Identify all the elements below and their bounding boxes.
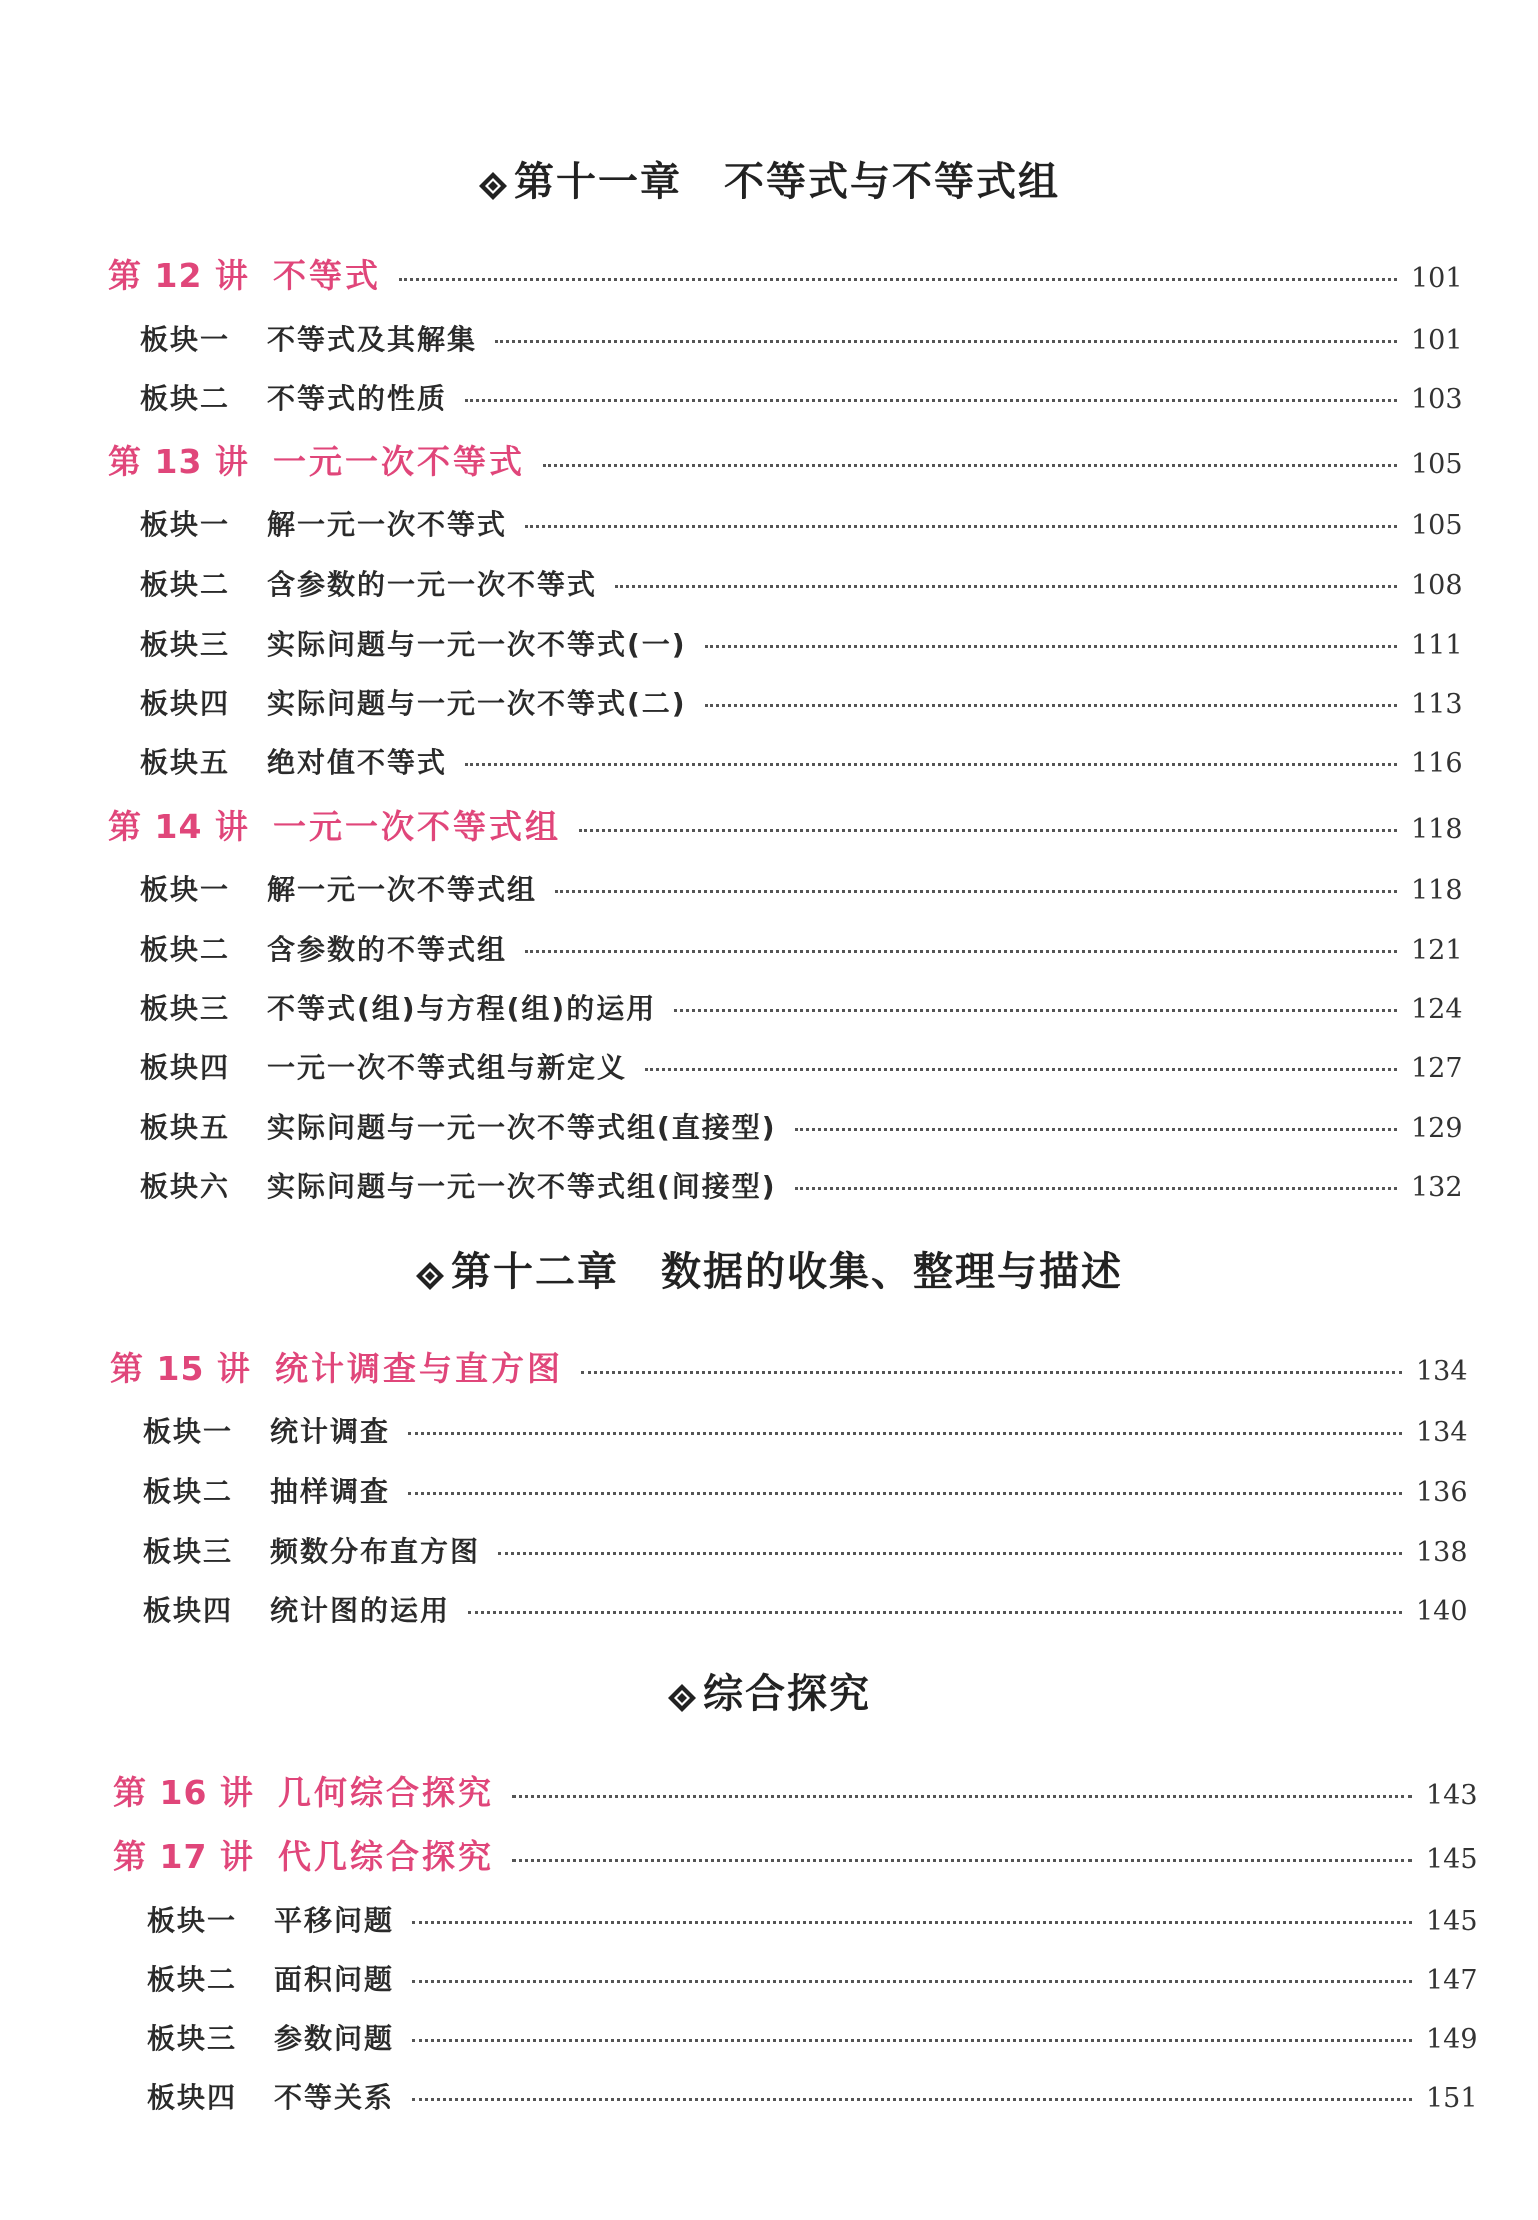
dot-leader xyxy=(498,1552,1402,1555)
section-title: 抽样调查 xyxy=(270,1475,391,1508)
section-title: 统计图的运用 xyxy=(270,1594,451,1627)
page-number: 145 xyxy=(1426,1844,1478,1875)
dot-leader xyxy=(581,1371,1402,1374)
page-number: 129 xyxy=(1411,1113,1463,1144)
toc-lecture[interactable] xyxy=(108,250,1463,297)
page-number: 105 xyxy=(1411,449,1463,480)
lecture-label: 第 17 讲 xyxy=(113,1837,254,1876)
toc-section[interactable] xyxy=(143,1589,1468,1629)
dot-leader xyxy=(399,278,1397,281)
dot-leader xyxy=(408,1432,1402,1435)
section-label: 板块四 xyxy=(147,2081,238,2114)
dot-leader xyxy=(615,585,1397,588)
chapter-title: 第十一章 不等式与不等式组 xyxy=(514,159,1060,205)
page-number: 127 xyxy=(1411,1053,1463,1084)
section-label: 板块四 xyxy=(143,1594,234,1627)
dot-leader xyxy=(412,1980,1412,1983)
dot-leader xyxy=(412,2039,1412,2042)
page-number: 140 xyxy=(1416,1596,1468,1627)
section-label: 板块一 xyxy=(140,873,231,906)
dot-leader xyxy=(465,399,1397,402)
section-title: 一元一次不等式组与新定义 xyxy=(267,1051,628,1084)
section-label: 板块四 xyxy=(140,1051,231,1084)
page-number: 138 xyxy=(1416,1537,1468,1568)
chapter-title: 综合探究 xyxy=(703,1671,871,1717)
section-title: 实际问题与一元一次不等式组(直接型) xyxy=(267,1111,777,1144)
toc-section[interactable] xyxy=(143,1410,1468,1450)
dot-leader xyxy=(408,1492,1402,1495)
section-label: 板块三 xyxy=(147,2022,238,2055)
page-number: 147 xyxy=(1426,1965,1478,1996)
toc-section[interactable] xyxy=(140,928,1463,968)
section-title: 平移问题 xyxy=(274,1904,395,1937)
toc-lecture[interactable] xyxy=(108,436,1463,483)
chapter-heading xyxy=(0,150,1538,207)
page-number: 113 xyxy=(1411,689,1463,720)
section-label: 板块五 xyxy=(140,1111,231,1144)
section-title: 面积问题 xyxy=(274,1963,395,1996)
section-label: 板块二 xyxy=(147,1963,238,1996)
dot-leader xyxy=(705,645,1397,648)
section-title: 频数分布直方图 xyxy=(270,1535,481,1568)
chapter-title: 第十二章 数据的收集、整理与描述 xyxy=(451,1249,1123,1295)
toc-section[interactable] xyxy=(140,318,1463,358)
dot-leader xyxy=(543,464,1397,467)
lecture-label: 第 13 讲 xyxy=(108,442,249,481)
dot-leader xyxy=(468,1611,1402,1614)
toc-section[interactable] xyxy=(140,1046,1463,1086)
section-label: 板块二 xyxy=(140,382,231,415)
section-label: 板块二 xyxy=(140,568,231,601)
section-label: 板块四 xyxy=(140,687,231,720)
section-title: 实际问题与一元一次不等式(二) xyxy=(267,687,687,720)
toc-lecture[interactable] xyxy=(113,1767,1478,1814)
toc-section[interactable] xyxy=(140,503,1463,543)
toc-section[interactable] xyxy=(147,2076,1478,2116)
section-label: 板块一 xyxy=(140,508,231,541)
section-title: 解一元一次不等式 xyxy=(267,508,508,541)
page-number: 101 xyxy=(1411,325,1463,356)
page-number: 121 xyxy=(1411,935,1463,966)
section-label: 板块二 xyxy=(140,933,231,966)
lecture-title: 几何综合探究 xyxy=(278,1773,494,1812)
lecture-title: 代几综合探究 xyxy=(278,1837,494,1876)
dot-leader xyxy=(465,763,1397,766)
section-label: 板块一 xyxy=(147,1904,238,1937)
dot-leader xyxy=(705,704,1397,707)
toc-section[interactable] xyxy=(143,1530,1468,1570)
toc-section[interactable] xyxy=(140,377,1463,417)
page-number: 111 xyxy=(1411,630,1463,661)
section-title: 含参数的不等式组 xyxy=(267,933,508,966)
page-number: 118 xyxy=(1411,875,1463,906)
lecture-title: 一元一次不等式组 xyxy=(273,807,561,846)
lecture-title: 一元一次不等式 xyxy=(273,442,525,481)
lecture-title: 统计调查与直方图 xyxy=(275,1349,563,1388)
toc-section[interactable] xyxy=(140,682,1463,722)
toc-section[interactable] xyxy=(140,563,1463,603)
section-label: 板块一 xyxy=(143,1415,234,1448)
toc-section[interactable] xyxy=(147,2017,1478,2057)
section-label: 板块三 xyxy=(143,1535,234,1568)
page-number: 124 xyxy=(1411,994,1463,1025)
dot-leader xyxy=(512,1859,1412,1862)
page-number: 136 xyxy=(1416,1477,1468,1508)
toc-lecture[interactable] xyxy=(110,1343,1468,1390)
toc-section[interactable] xyxy=(140,741,1463,781)
toc-lecture[interactable] xyxy=(113,1831,1478,1878)
section-title: 参数问题 xyxy=(274,2022,395,2055)
diamond-icon xyxy=(415,1255,445,1285)
page-number: 105 xyxy=(1411,510,1463,541)
page-number: 116 xyxy=(1411,748,1463,779)
page-number: 108 xyxy=(1411,570,1463,601)
dot-leader xyxy=(525,950,1397,953)
diamond-icon xyxy=(667,1677,697,1707)
page-number: 134 xyxy=(1416,1417,1468,1448)
section-label: 板块三 xyxy=(140,992,231,1025)
lecture-title: 不等式 xyxy=(273,256,381,295)
section-title: 统计调查 xyxy=(270,1415,391,1448)
chapter-heading xyxy=(0,1662,1538,1719)
diamond-icon xyxy=(478,165,508,195)
section-label: 板块二 xyxy=(143,1475,234,1508)
section-label: 板块六 xyxy=(140,1170,231,1203)
dot-leader xyxy=(412,2098,1412,2101)
dot-leader xyxy=(674,1009,1397,1012)
dot-leader xyxy=(795,1187,1397,1190)
section-title: 含参数的一元一次不等式 xyxy=(267,568,598,601)
dot-leader xyxy=(555,890,1397,893)
lecture-label: 第 12 讲 xyxy=(108,256,249,295)
page-number: 118 xyxy=(1411,814,1463,845)
toc-section[interactable] xyxy=(147,1958,1478,1998)
section-label: 板块三 xyxy=(140,628,231,661)
dot-leader xyxy=(412,1921,1412,1924)
dot-leader xyxy=(512,1795,1412,1798)
section-label: 板块五 xyxy=(140,746,231,779)
section-title: 不等式的性质 xyxy=(267,382,448,415)
lecture-label: 第 15 讲 xyxy=(110,1349,251,1388)
dot-leader xyxy=(495,340,1397,343)
page-number: 151 xyxy=(1426,2083,1478,2114)
page-number: 101 xyxy=(1411,263,1463,294)
section-title: 实际问题与一元一次不等式组(间接型) xyxy=(267,1170,777,1203)
toc-section[interactable] xyxy=(140,1165,1463,1205)
section-title: 不等式及其解集 xyxy=(267,323,478,356)
section-title: 不等式(组)与方程(组)的运用 xyxy=(267,992,657,1025)
section-title: 绝对值不等式 xyxy=(267,746,448,779)
toc-section[interactable] xyxy=(147,1899,1478,1939)
toc-lecture[interactable] xyxy=(108,801,1463,848)
dot-leader xyxy=(795,1128,1397,1131)
page-number: 103 xyxy=(1411,384,1463,415)
toc-section[interactable] xyxy=(140,1106,1463,1146)
page-number: 149 xyxy=(1426,2024,1478,2055)
toc-section[interactable] xyxy=(140,868,1463,908)
dot-leader xyxy=(579,829,1397,832)
toc-section[interactable] xyxy=(140,987,1463,1027)
toc-section[interactable] xyxy=(140,623,1463,663)
dot-leader xyxy=(645,1068,1397,1071)
section-title: 解一元一次不等式组 xyxy=(267,873,538,906)
lecture-label: 第 14 讲 xyxy=(108,807,249,846)
lecture-label: 第 16 讲 xyxy=(113,1773,254,1812)
dot-leader xyxy=(525,525,1397,528)
section-title: 不等关系 xyxy=(274,2081,395,2114)
section-label: 板块一 xyxy=(140,323,231,356)
section-title: 实际问题与一元一次不等式(一) xyxy=(267,628,687,661)
page-number: 132 xyxy=(1411,1172,1463,1203)
chapter-heading xyxy=(0,1240,1538,1297)
page-number: 143 xyxy=(1426,1780,1478,1811)
page-number: 134 xyxy=(1416,1356,1468,1387)
toc-section[interactable] xyxy=(143,1470,1468,1510)
page-number: 145 xyxy=(1426,1906,1478,1937)
